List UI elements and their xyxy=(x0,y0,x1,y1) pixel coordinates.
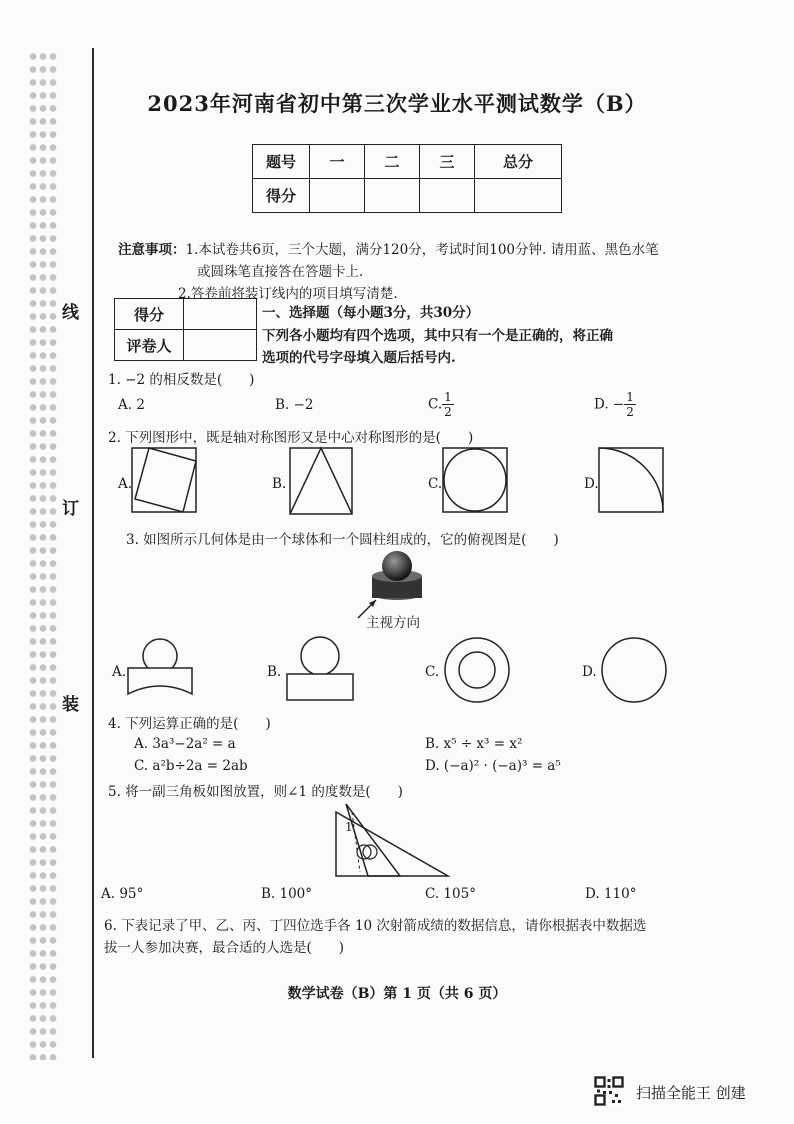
page-title: 2023年河南省初中第三次学业水平测试数学（B） xyxy=(147,91,647,116)
score-header-cell: 三 xyxy=(420,145,475,179)
q1-option-d: D. − $\frac{1}{2}$ xyxy=(594,390,634,419)
margin-label-xian: 线 xyxy=(62,303,79,323)
q2-option-d: D. xyxy=(584,476,599,492)
page-footer: 数学试卷（B）第 1 页（共 6 页） xyxy=(287,986,507,1002)
q2-option-b: B. xyxy=(272,476,287,492)
score-header-cell: 二 xyxy=(365,145,420,179)
q4-stem: 4. 下列运算正确的是( ) xyxy=(108,716,271,732)
grader-table xyxy=(114,298,257,361)
q4-option-a: A. 3a³−2a² = a xyxy=(134,736,236,752)
q5-option-b: B. 100° xyxy=(261,886,313,902)
q2-figure-c-circle-in-square xyxy=(442,447,508,513)
q6-stem-2: 拔一人参加决赛，最合适的人选是( ) xyxy=(104,940,345,956)
q2-figure-d-quarter-arc xyxy=(598,447,664,513)
q1-option-c: C. $\frac{1}{2}$ xyxy=(428,390,452,419)
q4-option-b: B. x⁵ ÷ x³ = x² xyxy=(425,736,523,752)
margin-label-zhuang: 装 xyxy=(62,695,79,715)
q3-figure-d-circle xyxy=(600,636,668,704)
q4-option-c: C. a²b÷2a = 2ab xyxy=(134,758,248,774)
q2-option-c: C. xyxy=(428,476,443,492)
grader-score-cell xyxy=(184,299,257,330)
grader-score-label: 得分 xyxy=(115,299,184,330)
q2-figure-b-triangle-in-rect xyxy=(289,447,353,515)
q3-view-label: 主视方向 xyxy=(366,615,420,631)
score-header-cell: 总分 xyxy=(475,145,562,179)
q5-option-a: A. 95° xyxy=(101,886,144,902)
q5-triangle-figure xyxy=(332,802,452,878)
q2-option-a: A. xyxy=(118,476,133,492)
binding-line xyxy=(92,48,94,1058)
q3-option-b: B. xyxy=(267,664,282,680)
binding-margin-dots xyxy=(28,50,58,1060)
scanner-watermark: 扫描全能王 创建 xyxy=(636,1084,746,1102)
notes-line2: 2.答卷前将装订线内的项目填写清楚. xyxy=(178,286,398,302)
score-row-label: 得分 xyxy=(253,179,310,213)
notes-line1b: 或圆珠笔直接答在答题卡上. xyxy=(197,264,364,280)
score-cell xyxy=(365,179,420,213)
qr-code-icon xyxy=(594,1076,624,1106)
notes-line1: 1.本试卷共6页，三个大题，满分120分，考试时间100分钟. 请用蓝、黑色水笔 xyxy=(185,242,659,258)
q3-figure-c-concentric-circles xyxy=(443,636,511,704)
q6-stem: 6. 下表记录了甲、乙、丙、丁四位选手各 10 次射箭成绩的数据信息，请你根据表中数据选 xyxy=(104,918,647,934)
q3-solid-figure xyxy=(350,548,440,620)
q3-figure-a xyxy=(124,640,194,696)
score-cell xyxy=(310,179,365,213)
q3-option-a: A. xyxy=(112,664,127,680)
grader-name-label: 评卷人 xyxy=(115,330,184,361)
q2-stem: 2. 下列图形中，既是轴对称图形又是中心对称图形的是( ) xyxy=(108,430,474,446)
notes-label: 注意事项：1.本试卷共6页，三个大题，满分120分，考试时间100分钟. 请用蓝、黑色水笔 xyxy=(118,242,659,258)
margin-label-ding: 订 xyxy=(62,499,79,519)
section-instruction-2: 选项的代号字母填入题后括号内. xyxy=(262,350,456,366)
q5-option-d: D. 110° xyxy=(585,886,637,902)
q5-option-c: C. 105° xyxy=(425,886,476,902)
q5-stem: 5. 将一副三角板如图放置，则∠1 的度数是( ) xyxy=(108,784,403,800)
q3-stem: 3. 如图所示几何体是由一个球体和一个圆柱组成的，它的俯视图是( ) xyxy=(126,532,559,548)
q3-figure-b xyxy=(285,636,355,702)
grader-name-cell xyxy=(184,330,257,361)
q1-fraction-c: $\frac{1}{2}$ xyxy=(444,390,452,419)
q1-option-a: A. 2 xyxy=(118,397,145,413)
q4-option-d: D. (−a)² · (−a)³ = a⁵ xyxy=(425,758,561,774)
q3-option-d: D. xyxy=(582,664,597,680)
score-header-cell: 一 xyxy=(310,145,365,179)
q3-option-c: C. xyxy=(425,664,440,680)
q1-stem: 1. −2 的相反数是( ) xyxy=(108,372,255,388)
q1-fraction-d: $\frac{1}{2}$ xyxy=(626,390,634,419)
score-cell xyxy=(475,179,562,213)
q5-angle-label: 1 xyxy=(345,820,353,834)
section-instruction-1: 下列各小题均有四个选项，其中只有一个是正确的，将正确 xyxy=(262,328,613,344)
score-header-cell: 题号 xyxy=(253,145,310,179)
q1-option-b: B. −2 xyxy=(275,397,314,413)
score-table xyxy=(252,144,562,213)
section-heading: 一、选择题（每小题3分，共30分） xyxy=(262,305,480,321)
score-cell xyxy=(420,179,475,213)
q2-figure-a-square-in-square xyxy=(131,447,197,513)
